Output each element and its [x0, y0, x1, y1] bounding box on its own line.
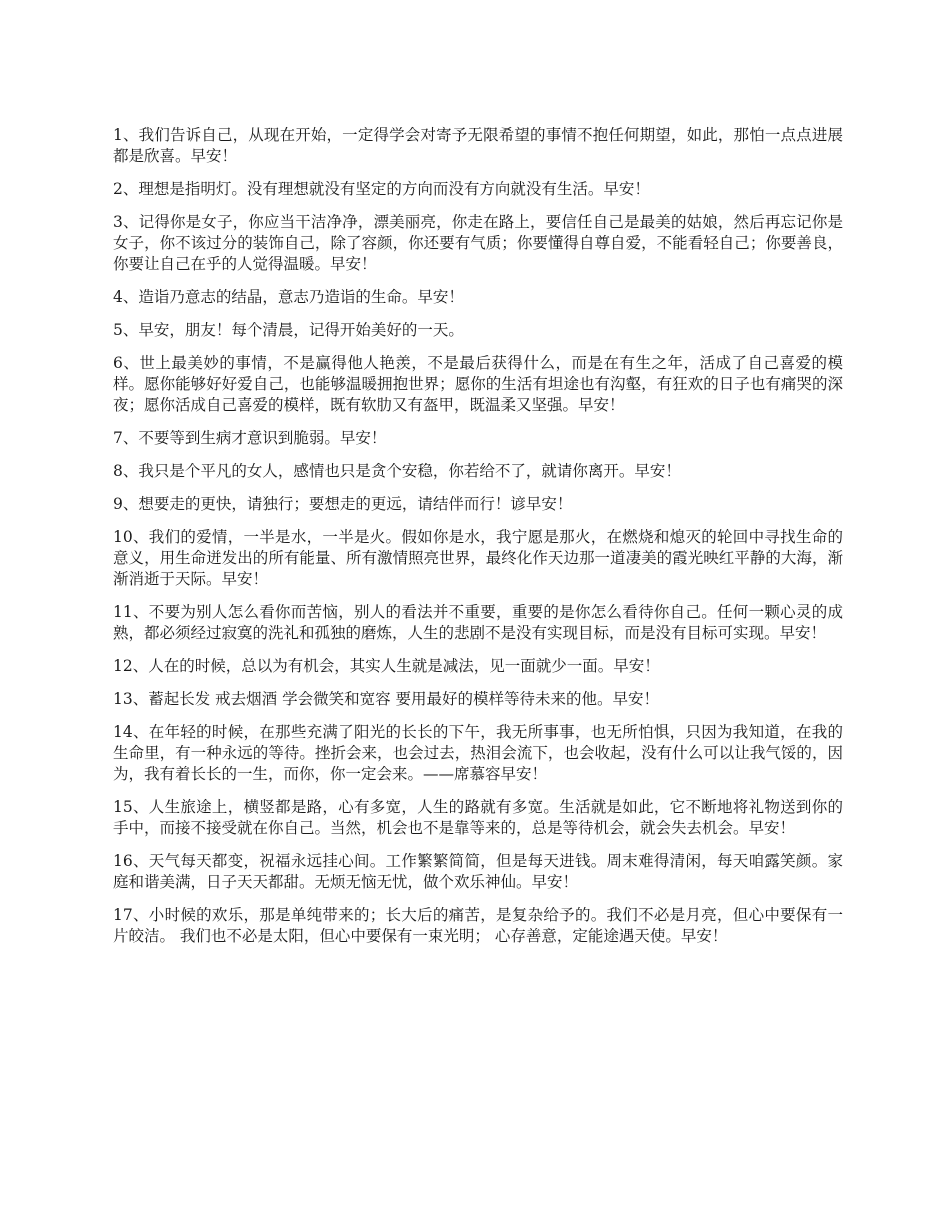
paragraph-7: 7、不要等到生病才意识到脆弱。早安！ — [113, 429, 387, 447]
paragraph-16: 16、天气每天都变，祝福永远挂心间。工作繁繁简简，但是每天进钱。周末难得清闲，每天咱露笑颜。家庭和谐美满，日子天天都甜。无烦无恼无忧，做个欢乐神仙。早安！ — [113, 852, 843, 891]
paragraph-3: 3、记得你是女子，你应当干洁净净，漂美丽亮，你走在路上，要信任自己是最美的姑娘，然后再忘记你是女子，你不该过分的装饰自己，除了容颜，你还要有气质；你要懂得自尊自爱，不能看轻自己；你要善良，你要让自己在乎的人觉得温暖。早安！ — [113, 213, 843, 273]
paragraph-11: 11、不要为别人怎么看你而苦恼，别人的看法并不重要，重要的是你怎么看待你自己。任何一颗心灵的成熟，都必须经过寂寞的洗礼和孤独的磨炼，人生的悲剧不是没有实现目标，而是没有目标可实现。早安！ — [113, 603, 843, 642]
paragraph-13: 13、蓄起长发 戒去烟酒 学会微笑和宽容 要用最好的模样等待未来的他。早安！ — [113, 690, 660, 708]
paragraph-1: 1、我们告诉自己，从现在开始，一定得学会对寄予无限希望的事情不抱任何期望，如此，那怕一点点进展都是欣喜。早安！ — [113, 126, 843, 165]
paragraph-6: 6、世上最美妙的事情，不是赢得他人艳羡，不是最后获得什么，而是在有生之年，活成了自己喜爱的模样。愿你能够好好爱自己，也能够温暖拥抱世界；愿你的生活有坦途也有沟壑，有狂欢的日子也有痛哭的深夜；愿你活成自己喜爱的模样，既有软肋又有盔甲，既温柔又坚强。早安！ — [113, 354, 843, 414]
paragraph-4: 4、造诣乃意志的结晶，意志乃造诣的生命。早安！ — [113, 288, 464, 306]
paragraph-10: 10、我们的爱情，一半是水，一半是火。假如你是水，我宁愿是那火，在燃烧和熄灭的轮回中寻找生命的意义，用生命迸发出的所有能量、所有激情照亮世界，最终化作天边那一道凄美的霞光映红平静的大海，渐渐消逝于天际。早安！ — [113, 528, 843, 588]
paragraph-14: 14、在年轻的时候，在那些充满了阳光的长长的下午，我无所事事，也无所怕惧，只因为我知道，在我的生命里，有一种永远的等待。挫折会来，也会过去，热泪会流下，也会收起，没有什么可以让我气馁的，因为，我有着长长的一生，而你，你一定会来。——席慕容早安！ — [113, 723, 843, 783]
document-body — [113, 125, 843, 959]
paragraph-9: 9、想要走的更快，请独行；要想走的更远，请结伴而行！谚早安！ — [113, 495, 573, 513]
paragraph-5: 5、早安，朋友！每个清晨，记得开始美好的一天。 — [113, 321, 464, 339]
paragraph-12: 12、人在的时候，总以为有机会，其实人生就是减法，见一面就少一面。早安！ — [113, 657, 660, 675]
paragraph-8: 8、我只是个平凡的女人，感情也只是贪个安稳，你若给不了，就请你离开。早安！ — [113, 462, 681, 480]
paragraph-15: 15、人生旅途上，横竖都是路，心有多宽，人生的路就有多宽。生活就是如此，它不断地将礼物送到你的手中，而接不接受就在你自己。当然，机会也不是靠等来的，总是等待机会，就会失去机会。早安！ — [113, 798, 843, 837]
paragraph-17: 17、小时候的欢乐，那是单纯带来的；长大后的痛苦，是复杂给予的。我们不必是月亮，但心中要保有一片皎洁。 我们也不必是太阳，但心中要保有一束光明； 心存善意，定能途遇天使。早安！ — [113, 906, 843, 945]
paragraph-2: 2、理想是指明灯。没有理想就没有坚定的方向而没有方向就没有生活。早安！ — [113, 180, 650, 198]
